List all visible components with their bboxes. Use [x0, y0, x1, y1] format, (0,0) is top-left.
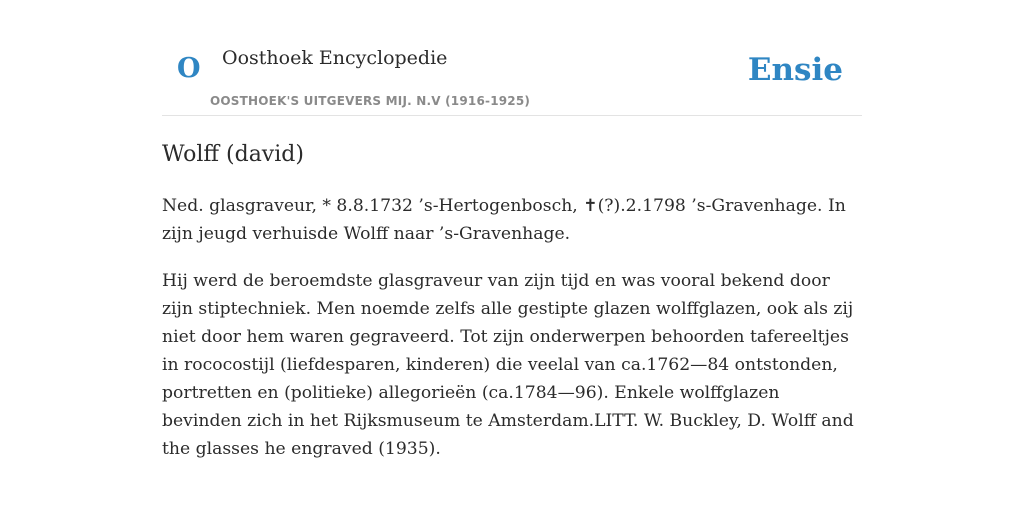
entry-paragraph-1: Ned. glasgraveur, * 8.8.1732 ’s-Hertogenbosch, ✝(?).2.1798 ’s-Gravenhage. In zijn jeugd verhuisde Wolff naar ’s-Gravenhage.: [162, 196, 846, 244]
site-logo-letter[interactable]: O: [177, 53, 201, 84]
publisher-label: OOSTHOEK'S UITGEVERS MIJ. N.V (1916-1925): [210, 94, 531, 108]
page-content: [162, 0, 862, 459]
site-header: [162, 0, 862, 116]
brand-logo[interactable]: Ensie: [747, 52, 843, 88]
entry-title: Wolff (david): [162, 142, 304, 167]
site-title[interactable]: Oosthoek Encyclopedie: [222, 47, 448, 69]
entry-paragraph-2: Hij werd de beroemdste glasgraveur van zijn tijd en was vooral bekend door zijn stiptechniek. Men noemde zelfs alle gestipte glazen wolffglazen, ook als zij niet door hem waren gegraveerd. Tot zijn onderwerpen behoorden tafereeltjes in rococostijl (liefdesparen, kinderen) die veelal van ca.1762—84 ontstonden, portretten en (politieke) allegorieën (ca.1784—96). Enkele wolffglazen bevinden zich in het Rijksmuseum te Amsterdam.LITT. W. Buckley, D. Wolff and the glasses he engraved (1935).: [162, 271, 854, 459]
